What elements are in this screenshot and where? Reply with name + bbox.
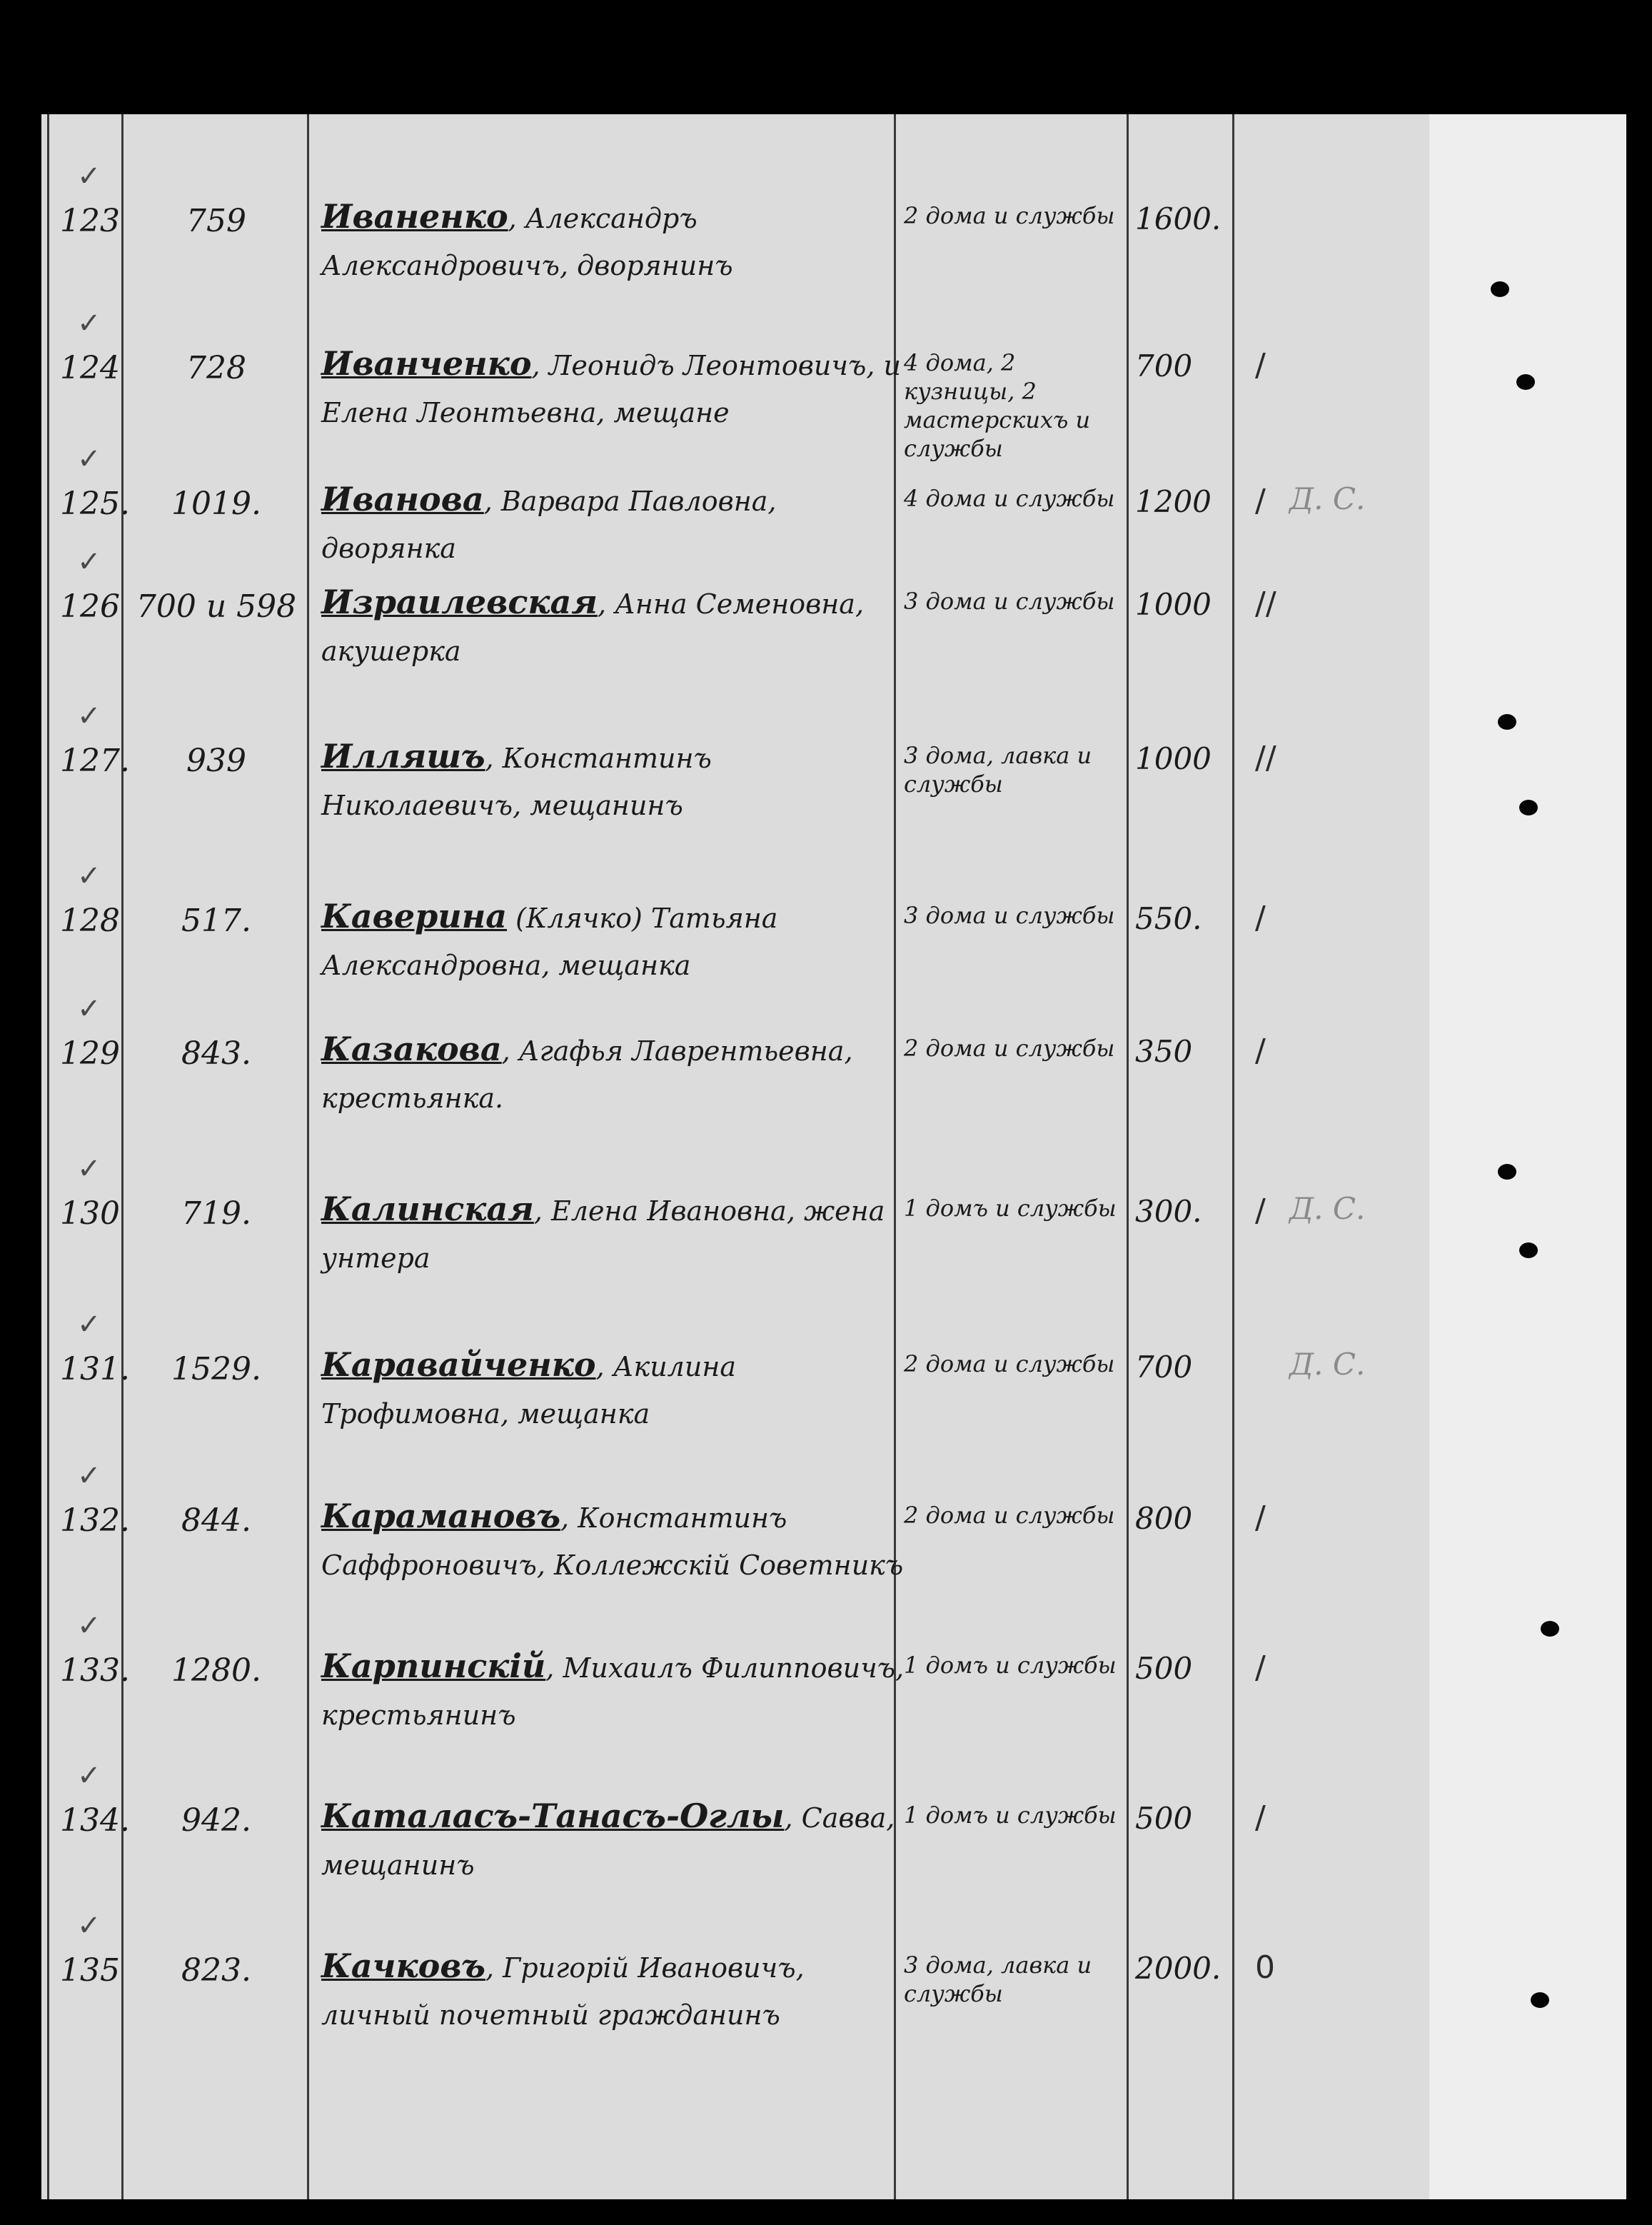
- owner-details: , Варвара Павловна, дворянка: [321, 486, 777, 564]
- check-mark-icon: ✓: [77, 160, 101, 193]
- property-value: 800: [1135, 1501, 1193, 1536]
- entry-number: 126: [60, 588, 120, 625]
- register-number: 700 и 598: [136, 588, 297, 625]
- check-mark-icon: ✓: [77, 443, 101, 476]
- verification-mark: //: [1255, 740, 1276, 776]
- register-number: 823.: [181, 1952, 251, 1989]
- binding-hole: [1516, 374, 1535, 390]
- owner-surname: Иванова: [321, 480, 484, 518]
- table-row: [41, 546, 1429, 721]
- owner-name: [321, 893, 907, 989]
- register-number: 942.: [181, 1802, 251, 1839]
- margin-note: Д. С.: [1289, 1347, 1366, 1382]
- verification-mark: //: [1255, 586, 1276, 622]
- verification-mark: /: [1255, 1500, 1266, 1536]
- property-description: 2 дома и службы: [904, 1502, 1115, 1529]
- owner-details: (Клячко) Татьяна Александровна, мещанка: [321, 903, 778, 981]
- property-description: 4 дома, 2 кузницы, 2 мастерскихъ и службы: [904, 349, 1091, 462]
- property-description: 4 дома и службы: [904, 485, 1115, 512]
- owner-name: [321, 1341, 907, 1437]
- property-description: 3 дома, лавка и службы: [904, 1952, 1092, 2007]
- owner-name: [321, 1185, 907, 1282]
- check-mark-icon: ✓: [77, 1909, 101, 1942]
- entry-number: 130: [60, 1195, 120, 1232]
- check-mark-icon: ✓: [77, 1460, 101, 1492]
- entry-number: 123: [60, 203, 120, 239]
- property-value: 1000: [1135, 587, 1212, 622]
- owner-surname: Иваненко: [321, 197, 508, 236]
- owner-surname: Казакова: [321, 1030, 502, 1068]
- table-row: [41, 160, 1429, 336]
- property-description: 3 дома, лавка и службы: [904, 742, 1092, 798]
- entry-number: 131.: [60, 1351, 130, 1387]
- entry-number: 125.: [60, 486, 130, 522]
- binding-hole: [1531, 1992, 1549, 2008]
- owner-details: , Анна Семеновна, акушерка: [321, 588, 865, 667]
- owner-name: [321, 340, 907, 436]
- binding-hole: [1541, 1621, 1559, 1637]
- owner-name: [321, 733, 907, 829]
- register-number: 1529.: [171, 1351, 261, 1387]
- entry-number: 135: [60, 1952, 120, 1989]
- owner-surname: Иванченко: [321, 344, 532, 383]
- register-number: 844.: [181, 1502, 251, 1539]
- owner-details: , Константинъ Николаевичъ, мещанинъ: [321, 743, 712, 821]
- owner-surname: Каравайченко: [321, 1345, 596, 1384]
- entry-number: 133.: [60, 1652, 130, 1689]
- check-mark-icon: ✓: [77, 1308, 101, 1341]
- table-row: [41, 1759, 1429, 1935]
- owner-surname: Карпинскiй: [321, 1647, 546, 1685]
- property-description: 2 дома и службы: [904, 1350, 1115, 1377]
- verification-mark: 0: [1255, 1949, 1275, 1986]
- table-row: [41, 307, 1429, 483]
- table-row: [41, 1909, 1429, 2085]
- check-mark-icon: ✓: [77, 307, 101, 340]
- check-mark-icon: ✓: [77, 546, 101, 578]
- verification-mark: /: [1255, 483, 1266, 519]
- table-row: [41, 1308, 1429, 1484]
- owner-surname: Качковъ: [321, 1947, 485, 1985]
- verification-mark: /: [1255, 1799, 1266, 1836]
- check-mark-icon: ✓: [77, 993, 101, 1025]
- verification-mark: /: [1255, 1192, 1266, 1229]
- owner-surname: Каверина: [321, 897, 508, 935]
- table-row: [41, 993, 1429, 1168]
- entry-number: 129: [60, 1035, 120, 1072]
- property-value: 1600.: [1135, 201, 1222, 236]
- binding-hole: [1498, 1164, 1516, 1180]
- property-value: 550.: [1135, 901, 1202, 936]
- check-mark-icon: ✓: [77, 860, 101, 893]
- owner-name: [321, 1025, 907, 1122]
- table-row: [41, 1609, 1429, 1785]
- property-description: 3 дома и службы: [904, 902, 1115, 929]
- owner-surname: Илляшъ: [321, 737, 485, 775]
- check-mark-icon: ✓: [77, 1152, 101, 1185]
- owner-details: , Константинъ Саффроновичъ, Коллежскiй Советникъ: [321, 1502, 904, 1581]
- property-description: 1 домъ и службы: [904, 1802, 1117, 1829]
- owner-details: , Григорiй Ивановичъ, личный почетный гражданинъ: [321, 1952, 805, 2031]
- binding-hole: [1519, 1242, 1538, 1258]
- verification-mark: /: [1255, 1649, 1266, 1686]
- page-margin: [1429, 114, 1626, 2199]
- owner-name: [321, 578, 907, 675]
- owner-details: , Савва, мещанинъ: [321, 1802, 895, 1881]
- property-value: 350: [1135, 1034, 1193, 1069]
- table-row: [41, 1152, 1429, 1328]
- register-number: 517.: [181, 903, 251, 939]
- owner-details: , Елена Ивановна, жена унтера: [321, 1195, 885, 1274]
- register-number: 728: [186, 350, 246, 386]
- owner-name: [321, 193, 907, 289]
- table-row: [41, 860, 1429, 1035]
- verification-mark: /: [1255, 900, 1266, 936]
- owner-details: , Акилина Трофимовна, мещанка: [321, 1351, 737, 1430]
- verification-mark: /: [1255, 347, 1266, 383]
- owner-name: [321, 1792, 907, 1889]
- property-value: 500: [1135, 1651, 1193, 1686]
- property-value: 700: [1135, 1350, 1193, 1385]
- property-value: 1000: [1135, 741, 1212, 776]
- owner-details: , Леонидъ Леонтовичъ, и Елена Леонтьевна, мещане: [321, 350, 901, 428]
- entry-number: 128: [60, 903, 120, 939]
- register-number: 719.: [181, 1195, 251, 1232]
- property-value: 300.: [1135, 1194, 1202, 1229]
- entry-number: 124: [60, 350, 120, 386]
- verification-mark: /: [1255, 1033, 1266, 1069]
- owner-surname: Каталасъ-Танасъ-Оглы: [321, 1797, 785, 1835]
- check-mark-icon: ✓: [77, 700, 101, 733]
- entry-number: 127.: [60, 743, 130, 779]
- owner-surname: Карамановъ: [321, 1497, 561, 1535]
- owner-surname: Калинская: [321, 1190, 534, 1228]
- register-number: 1280.: [171, 1652, 261, 1689]
- owner-surname: Израилевская: [321, 583, 598, 621]
- owner-name: [321, 1642, 907, 1739]
- owner-name: [321, 476, 907, 572]
- owner-name: [321, 1492, 907, 1589]
- register-number: 939: [186, 743, 246, 779]
- owner-details: , Агафья Лаврентьевна, крестьянка.: [321, 1035, 853, 1114]
- register-number: 759: [186, 203, 246, 239]
- property-description: 3 дома и службы: [904, 588, 1115, 615]
- property-description: 1 домъ и службы: [904, 1652, 1117, 1679]
- table-row: [41, 700, 1429, 875]
- owner-name: [321, 1942, 907, 2039]
- entry-number: 132.: [60, 1502, 130, 1539]
- owner-details: , Михаилъ Филипповичъ, крестьянинъ: [321, 1652, 905, 1731]
- register-number: 1019.: [171, 486, 261, 522]
- margin-note: Д. С.: [1289, 1191, 1366, 1226]
- binding-hole: [1519, 800, 1538, 815]
- table-row: [41, 1460, 1429, 1635]
- register-number: 843.: [181, 1035, 251, 1072]
- margin-note: Д. С.: [1289, 481, 1366, 516]
- property-description: 2 дома и службы: [904, 1035, 1115, 1062]
- property-value: 500: [1135, 1801, 1193, 1836]
- check-mark-icon: ✓: [77, 1759, 101, 1792]
- entry-number: 134.: [60, 1802, 130, 1839]
- property-description: 2 дома и службы: [904, 202, 1115, 229]
- property-value: 2000.: [1135, 1951, 1222, 1986]
- property-value: 700: [1135, 348, 1193, 383]
- check-mark-icon: ✓: [77, 1609, 101, 1642]
- binding-hole: [1491, 281, 1509, 297]
- binding-hole: [1498, 714, 1516, 730]
- property-description: 1 домъ и службы: [904, 1195, 1117, 1222]
- property-value: 1200: [1135, 484, 1212, 519]
- owner-details: , Александръ Александровичъ, дворянинъ: [321, 203, 733, 281]
- register-page: [41, 114, 1626, 2199]
